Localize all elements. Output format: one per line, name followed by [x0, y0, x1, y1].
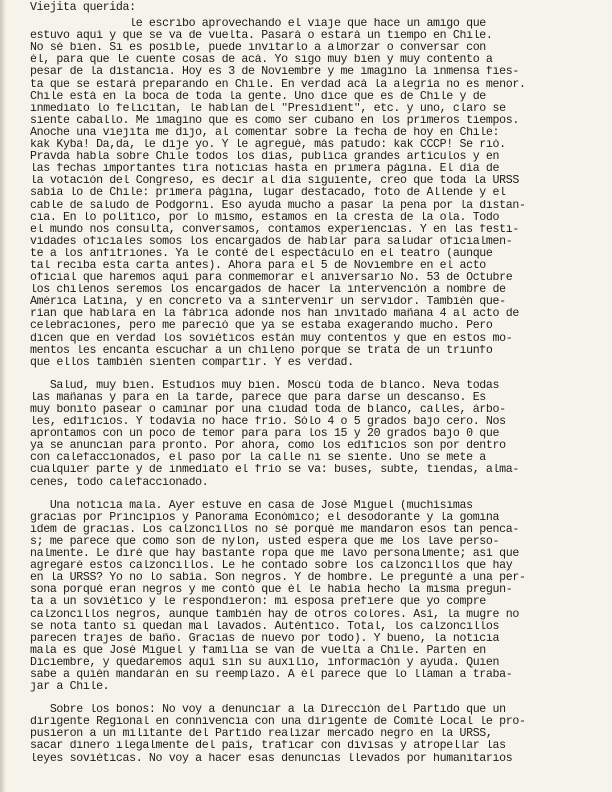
letter-line: Sobre los bonos: No voy a denunciar a la Dirección del Partido que un: [30, 704, 506, 717]
letter-line: Salud, muy bien. Estudios muy bien. Moscú toda de blanco. Neva todas: [30, 379, 500, 392]
letter-line: kak Kyba! Da,da, le dije yo. Y le agregué, más patudo: kak CCCP! Se rió.: [30, 139, 506, 152]
letter-line: cable de saludo de Podgorni. Eso ayuda mucho a pasar la pena por la distan-: [30, 199, 526, 212]
letter-line: s; me parece que como son de nylon, usted espera que me los lave perso-: [30, 535, 500, 548]
letter-paragraph: [30, 704, 588, 764]
letter-line: con calefaccionados, el paso por la calle ni se siente. Uno se mete a: [30, 452, 486, 465]
letter-line: oficial que haremos aquí para conmemorar el aniversario No. 53 de Octubre: [30, 272, 513, 285]
letter-line: las mañanas y para en la tarde, parece que para darse un descanso. Es: [30, 391, 486, 404]
letter-line: les, edificios. Y todavía no hace frío. Sólo 4 o 5 grados bajo cero. Nos: [30, 416, 506, 429]
letter-line: cualquier parte y de inmediato el frío se va: buses, subte, tiendas, alma-: [30, 464, 519, 477]
letter-line: estuvo aquí y que se va de vuelta. Pasará o estará un tiempo en Chile.: [30, 30, 493, 43]
letter-line: sona porqué eran negros y me contó que él le había hecho la misma pregun-: [30, 584, 513, 597]
letter-line: ta que se estará preparando en Chile. En verdad acá la alegría no es menor.: [30, 78, 526, 91]
letter-line: pusieron a un militante del Partido realizar mercado negro en la URSS,: [30, 728, 493, 741]
letter-line: en la URSS? Yo no lo sabía. Son negros. Y de hombre. Le pregunté a una per-: [30, 572, 526, 585]
letter-line: cenes, todo calefaccionado.: [30, 476, 209, 489]
letter-line: sabía lo de Chile: primera página, lugar destacado, foto de Allende y el: [30, 187, 506, 200]
letter-line: idem de gracias. Los calzoncillos no sé porqué me mandaron esos tan penca-: [30, 523, 519, 536]
letter-line: pesar de la distancia. Hoy es 3 de Noviembre y me imagino la inmensa fies-: [30, 66, 519, 79]
letter-line: te a los anfitriones. Ya le conté del espectáculo en el teatro (aunque: [30, 247, 493, 260]
letter-salutation: Viejita querida:: [30, 1, 136, 14]
letter-line: las fechas importantes tira noticias hasta en primera página. El día de: [30, 163, 500, 176]
letter-paragraph: [30, 380, 588, 489]
letter-line: calzoncillos negros, aunque también hay de otros colores. Así, la mugre no: [30, 608, 519, 621]
letter-line: sabe a quién mandarán en su reemplazo. A él parece que lo llaman a traba-: [30, 668, 513, 681]
letter-line: gracias por Principios y Panorama Económico; el desodorante y la gomina: [30, 511, 500, 524]
letter-line: leyes soviéticas. No voy a hacer esas denuncias llevados por humanitarios: [30, 752, 513, 765]
letter-line: Pravda habla sobre Chile todos los días, publica grandes artículos y en: [30, 151, 500, 164]
letter-line: Chile está en la boca de toda la gente. Uno dice que es de Chile y de: [30, 90, 486, 103]
letter-line: nalmente. Le diré que hay bastante ropa que me lavo personalmente; así que: [30, 548, 519, 561]
letter-line: dirigente Regional en connivencia con una dirigente de Comité Local le pro-: [30, 716, 526, 729]
letter-line: él, para que le cuente cosas de acá. Yo sigo muy bien y muy contento a: [30, 54, 493, 67]
letter-line: rían que hablara en la fábrica adonde nos han invitado mañana 4 al acto de: [30, 308, 519, 321]
letter-paragraph: [30, 500, 588, 694]
letter-line: que ellos también sienten compartir. Y es verdad.: [30, 356, 354, 369]
letter-line: celebraciones, pero me pareció que ya se estaba exagerando mucho. Pero: [30, 320, 493, 333]
letter-line: Una noticia mala. Ayer estuve en casa de José Miguel (muchísimas: [30, 499, 473, 512]
letter-line: Diciembre, y quedaremos aquí sin su auxilio, información y ayuda. Quien: [30, 656, 500, 669]
letter-line: inmediato lo felicitan, le hablan del "Presidient", etc. y uno, claro se: [30, 102, 506, 115]
letter-line: Anoche una viejita me dijo, al comentar sobre la fecha de hoy en Chile:: [30, 126, 500, 139]
letter-line: América Latina, y en concreto va a sintervenir un servidor. También que-: [30, 296, 506, 309]
page-edge-shadow: [0, 0, 6, 792]
letter-line: ta a un soviético y le respondieron: mi esposa prefiere que yo compre: [30, 596, 486, 609]
letter-line: siente caballo. Me imagino que es como ser cubano en los primeros tiempos.: [30, 114, 519, 127]
letter-line: muy bonito pasear o caminar por una ciudad toda de blanco, calles, árbo-: [30, 404, 506, 416]
letter-line: ya se anuncian para pronto. Por ahora, como los edificios son por dentro: [30, 440, 506, 453]
letter-line: aprontamos con un poco de temor para para los 15 y 20 grados bajo 0 que: [30, 428, 500, 441]
letter-line: se nota tanto si quedan mal lavados. Auténtico. Total, los calzoncillos: [30, 620, 500, 633]
letter-line: cia. En lo político, por lo mismo, estamos en la cresta de la ola. Todo: [30, 211, 500, 224]
letter-line: el mundo nos consulta, conversamos, contamos experiencias. Y en las festi-: [30, 223, 519, 236]
letter-line: mala es que José Miguel y familia se van de vuelta a Chile. Parten en: [30, 644, 486, 657]
letter-line: le escribo aprovechando el viaje que hace un amigo que: [30, 18, 486, 31]
letter-line: jar a Chile.: [30, 681, 110, 694]
letter-line: dicen que en verdad los soviéticos están muy contentos y que en estos mo-: [30, 332, 513, 345]
letter-paragraph: [30, 18, 588, 369]
letter-body: [30, 18, 588, 765]
letter-line: agregaré estos calzoncillos. Le he contado sobre los calzoncillos que hay: [30, 560, 513, 573]
letter-line: tal reciba esta carta antes). Ahora para el 5 de Noviembre en el acto: [30, 259, 486, 272]
letter-line: mentos les encanta escuchar a un chileno porque se trata de un triunfo: [30, 344, 493, 357]
letter-line: la votación del Congreso, es decir al día siguiente, creo que toda la URSS: [30, 175, 519, 188]
letter-line: vidades oficiales somos los encargados de hablar para saludar oficialmen-: [30, 235, 513, 248]
letter-line: sacar dinero ilegalmente del país, traficar con divisas y atropellar las: [30, 740, 506, 753]
letter-line: No sé bien. Si es posible, puede invitarlo a almorzar o conversar con: [30, 42, 486, 55]
letter-line: parecen trajes de baño. Gracias de nuevo por todo). Y bueno, la noticia: [30, 632, 500, 645]
letter-line: los chilenos seremos los encargados de hacer la intervención a nombre de: [30, 284, 506, 297]
